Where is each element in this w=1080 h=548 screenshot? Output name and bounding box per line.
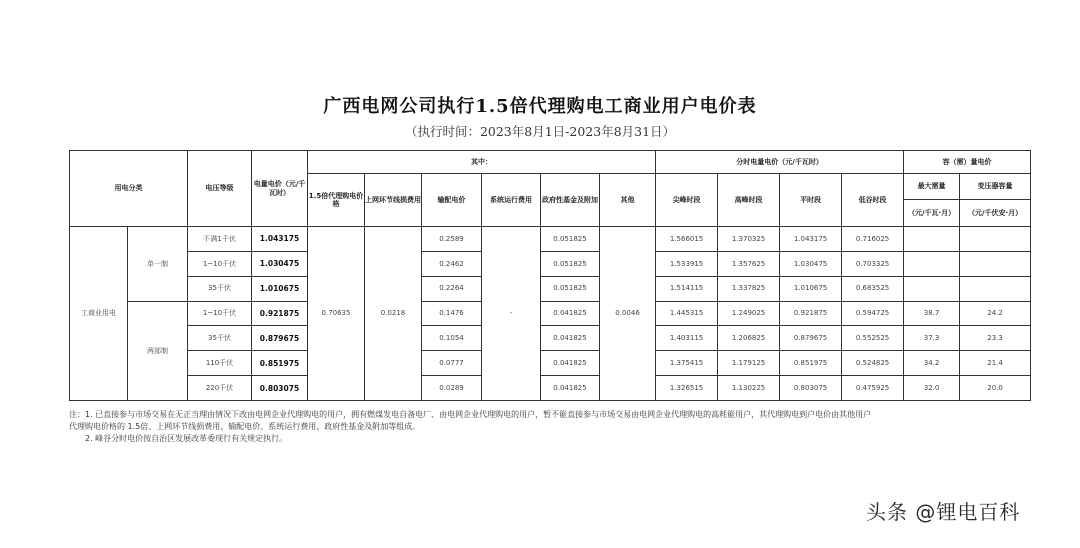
gov-fund-cell: 0.051825: [541, 276, 600, 301]
header-flat: 平时段: [780, 174, 842, 227]
transformer-cell: 23.3: [960, 326, 1031, 351]
gov-fund-cell: 0.041825: [541, 326, 600, 351]
header-transmission: 输配电价: [422, 174, 482, 227]
voltage-cell: 不满1千伏: [188, 227, 252, 252]
transformer-cell: 24.2: [960, 301, 1031, 326]
peak-cell: 1.370325: [718, 227, 780, 252]
peak-top-cell: 1.514115: [656, 276, 718, 301]
dual-tariff-cell: 两部制: [128, 301, 188, 400]
max-demand-cell: [904, 251, 960, 276]
peak-cell: 1.337825: [718, 276, 780, 301]
voltage-cell: 1~10千伏: [188, 251, 252, 276]
price-table: [69, 150, 1031, 401]
transmission-cell: 0.1054: [422, 326, 482, 351]
valley-cell: 0.716025: [842, 227, 904, 252]
gov-fund-cell: 0.041825: [541, 376, 600, 401]
watermark: 头条 @锂电百科: [866, 500, 1021, 524]
max-demand-cell: [904, 276, 960, 301]
voltage-cell: 110千伏: [188, 351, 252, 376]
note-1-continued: 代理购电价格的 1.5倍、上网环节线损费用、输配电价、系统运行费用、政府性基金及附加等组成。: [69, 422, 421, 431]
category-cell: 工商业用电: [70, 227, 128, 401]
table-row: [70, 301, 1031, 326]
max-demand-cell: [904, 227, 960, 252]
table-row: [70, 376, 1031, 401]
header-category: 用电分类: [70, 151, 188, 227]
table-row: [70, 326, 1031, 351]
transformer-cell: [960, 276, 1031, 301]
transmission-cell: 0.0777: [422, 351, 482, 376]
header-other: 其他: [600, 174, 656, 227]
table-row: [70, 351, 1031, 376]
header-valley: 低谷时段: [842, 174, 904, 227]
valley-cell: 0.683525: [842, 276, 904, 301]
transmission-cell: 0.2589: [422, 227, 482, 252]
flat-cell: 0.879675: [780, 326, 842, 351]
valley-cell: 0.594725: [842, 301, 904, 326]
table-row: [70, 276, 1031, 301]
flat-cell: 1.043175: [780, 227, 842, 252]
single-tariff-cell: 单一制: [128, 227, 188, 302]
header-voltage-level: 电压等级: [188, 151, 252, 227]
energy-price-cell: 1.030475: [252, 251, 308, 276]
peak-cell: 1.206825: [718, 326, 780, 351]
peak-cell: 1.130225: [718, 376, 780, 401]
transmission-cell: 0.2462: [422, 251, 482, 276]
transformer-cell: [960, 227, 1031, 252]
table-row: [70, 251, 1031, 276]
gov-fund-cell: 0.051825: [541, 251, 600, 276]
peak-cell: 1.249025: [718, 301, 780, 326]
valley-cell: 0.475925: [842, 376, 904, 401]
flat-cell: 0.921875: [780, 301, 842, 326]
proxy-price-cell: 0.70635: [308, 227, 365, 401]
other-cell: 0.0046: [600, 227, 656, 401]
valley-cell: 0.524825: [842, 351, 904, 376]
header-tou-group: 分时电量电价（元/千瓦时）: [656, 151, 904, 174]
flat-cell: 1.010675: [780, 276, 842, 301]
energy-price-cell: 1.043175: [252, 227, 308, 252]
energy-price-cell: 0.851975: [252, 351, 308, 376]
max-demand-cell: 32.0: [904, 376, 960, 401]
gov-fund-cell: 0.041825: [541, 351, 600, 376]
header-system-cost: 系统运行费用: [482, 174, 541, 227]
flat-cell: 0.803075: [780, 376, 842, 401]
valley-cell: 0.703325: [842, 251, 904, 276]
header-capacity-group: 容（需）量电价: [904, 151, 1031, 174]
peak-top-cell: 1.375415: [656, 351, 718, 376]
page-title: 广西电网公司执行1.5倍代理购电工商业用户电价表: [323, 96, 757, 117]
table-row: [70, 227, 1031, 252]
grid-loss-cell: 0.0218: [365, 227, 422, 401]
flat-cell: 0.851975: [780, 351, 842, 376]
header-of-which: 其中：: [308, 151, 656, 174]
page-subtitle: （执行时间：2023年8月1日-2023年8月31日）: [404, 124, 676, 139]
voltage-cell: 1~10千伏: [188, 301, 252, 326]
gov-fund-cell: 0.041825: [541, 301, 600, 326]
max-demand-cell: 34.2: [904, 351, 960, 376]
energy-price-cell: 0.921875: [252, 301, 308, 326]
header-max-demand-unit: （元/千瓦·月）: [904, 200, 960, 227]
peak-top-cell: 1.403115: [656, 326, 718, 351]
header-gov-fund: 政府性基金及附加: [541, 174, 600, 227]
header-transformer-unit: （元/千伏安·月）: [960, 200, 1031, 227]
transformer-cell: 20.0: [960, 376, 1031, 401]
header-peak-top: 尖峰时段: [656, 174, 718, 227]
note-2: 2. 峰谷分时电价按自治区发展改革委现行有关规定执行。: [85, 434, 288, 443]
valley-cell: 0.552525: [842, 326, 904, 351]
note-1: 注：1. 已直接参与市场交易在无正当理由情况下改由电网企业代理购电的用户，拥有燃煤发电自备电厂、由电网企业代理购电的用户，暂不能直接参与市场交易由电网企业代理购电的高耗能用户，其代理购电到户电价由其他用户: [69, 410, 872, 419]
header-grid-loss: 上网环节线损费用: [365, 174, 422, 227]
header-proxy-price: 1.5倍代理购电价格: [308, 174, 365, 227]
voltage-cell: 35千伏: [188, 326, 252, 351]
transmission-cell: 0.0289: [422, 376, 482, 401]
system-cost-cell: -: [482, 227, 541, 401]
energy-price-cell: 1.010675: [252, 276, 308, 301]
peak-top-cell: 1.566015: [656, 227, 718, 252]
peak-cell: 1.179125: [718, 351, 780, 376]
voltage-cell: 220千伏: [188, 376, 252, 401]
gov-fund-cell: 0.051825: [541, 227, 600, 252]
peak-top-cell: 1.326515: [656, 376, 718, 401]
peak-top-cell: 1.445315: [656, 301, 718, 326]
header-transformer: 变压器容量: [960, 174, 1031, 200]
transmission-cell: 0.2264: [422, 276, 482, 301]
header-energy-price: 电量电价（元/千瓦时）: [252, 151, 308, 227]
header-max-demand: 最大需量: [904, 174, 960, 200]
max-demand-cell: 37.3: [904, 326, 960, 351]
voltage-cell: 35千伏: [188, 276, 252, 301]
transmission-cell: 0.1476: [422, 301, 482, 326]
peak-cell: 1.357625: [718, 251, 780, 276]
peak-top-cell: 1.533915: [656, 251, 718, 276]
flat-cell: 1.030475: [780, 251, 842, 276]
footnotes: [69, 409, 1014, 445]
transformer-cell: [960, 251, 1031, 276]
max-demand-cell: 38.7: [904, 301, 960, 326]
energy-price-cell: 0.803075: [252, 376, 308, 401]
header-peak: 高峰时段: [718, 174, 780, 227]
energy-price-cell: 0.879675: [252, 326, 308, 351]
transformer-cell: 21.4: [960, 351, 1031, 376]
